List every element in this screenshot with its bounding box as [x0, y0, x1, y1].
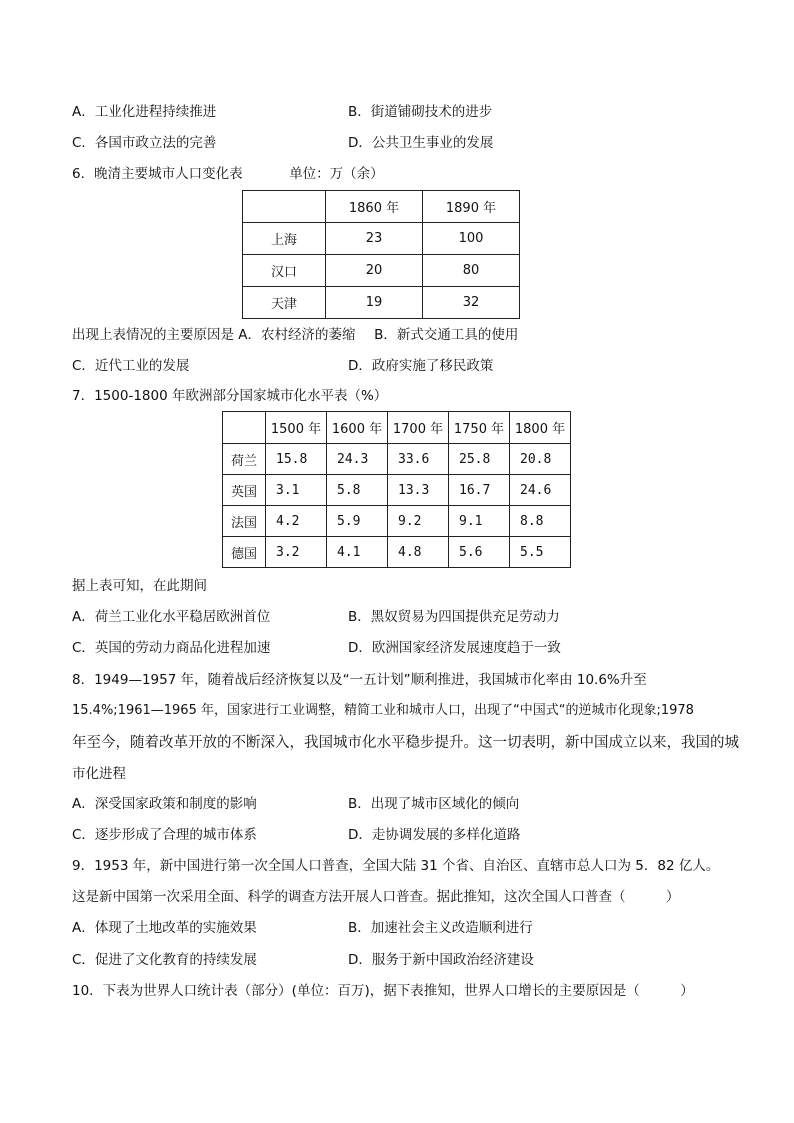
table-header-cell: 1750 年	[449, 412, 510, 444]
q8-option-d: D．走协调发展的多样化道路	[348, 827, 521, 843]
q5-option-d: D．公共卫生事业的发展	[348, 135, 494, 151]
table-header-cell: 1860 年	[326, 191, 423, 223]
table-cell: 4.1	[327, 537, 388, 568]
row-label: 上海	[243, 223, 326, 255]
table-header-cell	[243, 191, 326, 223]
q9-option-a: A．体现了土地改革的实施效果	[72, 920, 257, 936]
table-row	[223, 537, 571, 568]
q7-option-a: A．荷兰工业化水平稳居欧洲首位	[72, 609, 271, 625]
q9-option-b: B．加速社会主义改造顺利进行	[348, 920, 533, 936]
table-cell: 24.3	[327, 444, 388, 475]
q7-stem: 7．1500-1800 年欧洲部分国家城市化水平表（%）	[72, 388, 388, 404]
row-label: 英国	[223, 475, 266, 506]
table-cell: 32	[423, 287, 520, 319]
q8-stem-line-3: 年至今，随着改革开放的不断深入，我国城市化水平稳步提升。这一切表明，新中国成立以来，我国的城	[72, 735, 739, 751]
table-cell: 5.8	[327, 475, 388, 506]
table-row	[223, 506, 571, 537]
row-label: 天津	[243, 287, 326, 319]
table-header-cell: 1800 年	[510, 412, 571, 444]
row-label: 荷兰	[223, 444, 266, 475]
q6-option-b: B．新式交通工具的使用	[374, 327, 519, 343]
table-cell: 3.1	[266, 475, 327, 506]
q6-unit: 单位：万（余）	[289, 166, 384, 182]
table-cell: 8.8	[510, 506, 571, 537]
table-cell: 9.2	[388, 506, 449, 537]
row-label: 法国	[223, 506, 266, 537]
q5-option-b: B．街道铺砌技术的进步	[348, 104, 493, 120]
table-row	[223, 475, 571, 506]
row-label: 德国	[223, 537, 266, 568]
q7-option-c: C．英国的劳动力商品化进程加速	[72, 640, 271, 656]
q8-option-b: B．出现了城市区域化的倾向	[348, 796, 520, 812]
table-row	[243, 287, 520, 319]
q9-option-d: D．服务于新中国政治经济建设	[348, 952, 534, 968]
q7-question: 据上表可知，在此期间	[72, 578, 207, 594]
table-row	[223, 444, 571, 475]
table-header-cell: 1600 年	[327, 412, 388, 444]
table-row	[243, 223, 520, 255]
q6-question-text: 出现上表情况的主要原因是 A．农村经济的萎缩	[72, 327, 356, 343]
q8-stem-line-1: 8．1949—1957 年，随着战后经济恢复以及“一五计划”顺利推进，我国城市化率由 10.6%升至	[72, 672, 647, 688]
table-cell: 5.5	[510, 537, 571, 568]
q8-option-a: A．深受国家政策和制度的影响	[72, 796, 257, 812]
table-cell: 33.6	[388, 444, 449, 475]
table-cell: 25.8	[449, 444, 510, 475]
table-cell: 4.8	[388, 537, 449, 568]
table-cell: 5.6	[449, 537, 510, 568]
table-cell: 3.2	[266, 537, 327, 568]
q9-option-c: C．促进了文化教育的持续发展	[72, 952, 257, 968]
table-row	[243, 255, 520, 287]
q6-title: 6．晚清主要城市人口变化表	[72, 166, 243, 182]
q9-stem-line-1: 9．1953 年，新中国进行第一次全国人口普查，全国大陆 31 个省、自治区、直辖市总人口为 5．82 亿人。	[72, 858, 720, 874]
table-cell: 19	[326, 287, 423, 319]
q8-stem-line-4: 市化进程	[72, 766, 126, 782]
table-cell: 15.8	[266, 444, 327, 475]
table-header-cell	[223, 412, 266, 444]
table-cell: 4.2	[266, 506, 327, 537]
q9-stem-line-2: 这是新中国第一次采用全面、科学的调查方法开展人口普查。据此推知，这次全国人口普查（ ）	[72, 889, 680, 905]
table-cell: 20.8	[510, 444, 571, 475]
q8-option-c: C．逐步形成了合理的城市体系	[72, 827, 257, 843]
table-cell: 13.3	[388, 475, 449, 506]
q6-stem	[72, 164, 384, 184]
q8-stem-line-2: 15.4%;1961—1965 年，国家进行工业调整，精简工业和城市人口，出现了“中国式“的逆城市化现象;1978	[72, 703, 694, 718]
table-header-cell: 1500 年	[266, 412, 327, 444]
table-header-cell: 1700 年	[388, 412, 449, 444]
q6-option-c: C．近代工业的发展	[72, 358, 190, 374]
row-label: 汉口	[243, 255, 326, 287]
q7-option-d: D．欧洲国家经济发展速度趋于一致	[348, 640, 561, 656]
table-cell: 5.9	[327, 506, 388, 537]
table-cell: 20	[326, 255, 423, 287]
q6-population-table	[242, 190, 520, 319]
table-cell: 80	[423, 255, 520, 287]
table-cell: 24.6	[510, 475, 571, 506]
q7-option-b: B．黑奴贸易为四国提供充足劳动力	[348, 609, 560, 625]
q5-option-c: C．各国市政立法的完善	[72, 135, 217, 151]
table-cell: 100	[423, 223, 520, 255]
q6-option-d: D．政府实施了移民政策	[348, 358, 494, 374]
table-header-cell: 1890 年	[423, 191, 520, 223]
table-cell: 16.7	[449, 475, 510, 506]
q7-urbanization-table	[222, 411, 571, 568]
q10-stem: 10．下表为世界人口统计表（部分）(单位：百万)，据下表推知，世界人口增长的主要原因是（ ）	[72, 983, 694, 999]
q6-question	[72, 325, 518, 345]
q5-option-a: A．工业化进程持续推进	[72, 104, 217, 120]
table-cell: 9.1	[449, 506, 510, 537]
table-cell: 23	[326, 223, 423, 255]
